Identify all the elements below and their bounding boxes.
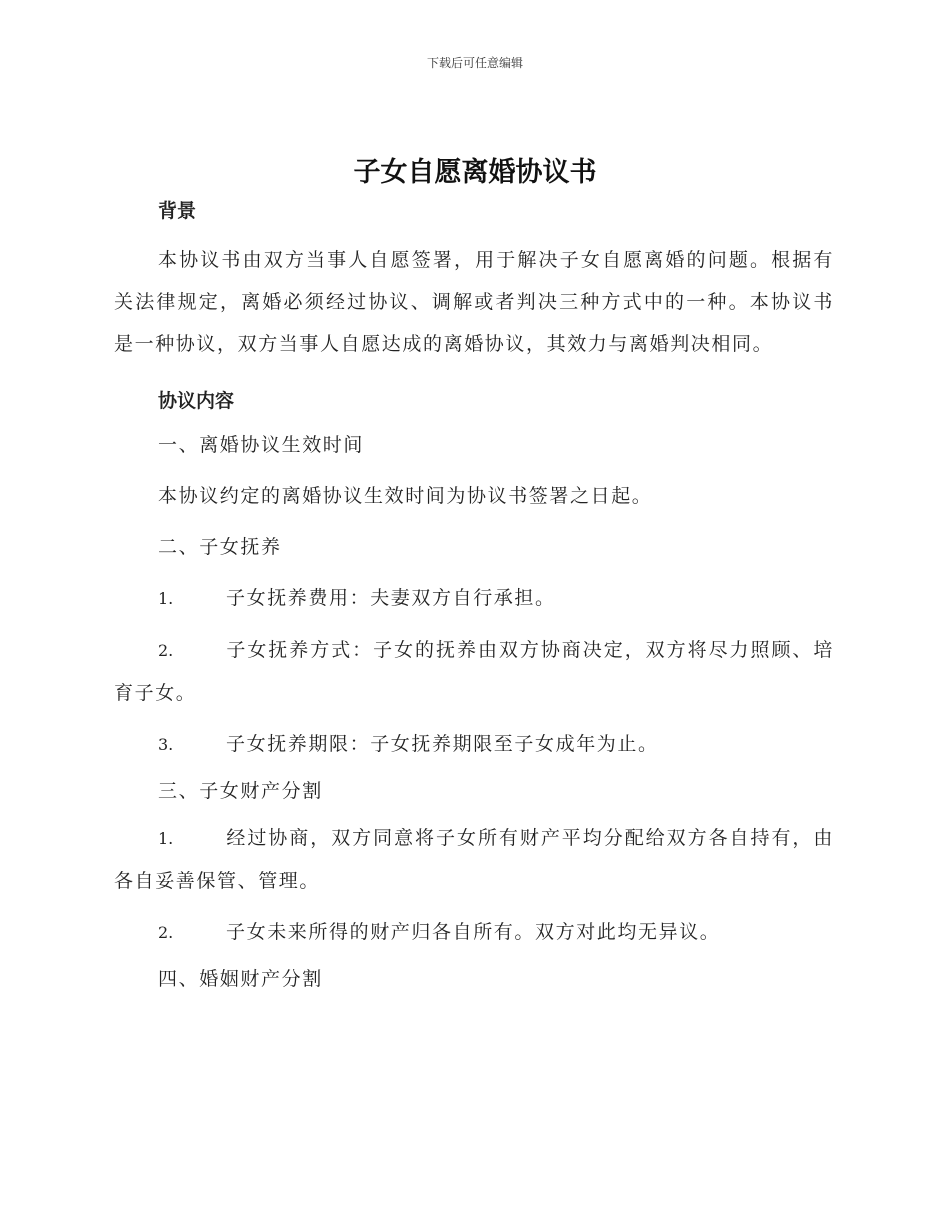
list-item [114, 577, 834, 620]
list-item-number: 1. [158, 589, 174, 608]
list-item-number: 2. [158, 641, 174, 660]
document-body [114, 192, 834, 1005]
header-note: 下载后可任意编辑 [426, 56, 523, 70]
list-item-number: 2. [158, 923, 174, 942]
background-heading: 背景 [158, 200, 197, 222]
content-heading: 协议内容 [158, 390, 235, 412]
list-item [114, 723, 834, 766]
document-title: 子女自愿离婚协议书 [353, 157, 597, 188]
list-item [114, 911, 834, 954]
list-item-text: 子女未来所得的财产归各自所有。双方对此均无异议。 [226, 921, 721, 943]
list-item-text: 子女抚养期限：子女抚养期限至子女成年为止。 [226, 733, 659, 755]
list-item-number: 3. [158, 735, 174, 754]
section-3-title: 三、子女财产分割 [158, 780, 323, 802]
list-item-text: 子女抚养方式：子女的抚养由双方协商决定，双方将尽力照顾、培育子女。 [114, 639, 834, 704]
list-item [114, 629, 834, 714]
background-paragraph: 本协议书由双方当事人自愿签署，用于解决子女自愿离婚的问题。根据有关法律规定，离婚必须经过协议、调解或者判决三种方式中的一种。本协议书是一种协议，双方当事人自愿达成的离婚协议，其效力与离婚判决相同。 [114, 249, 834, 355]
list-item-number: 1. [158, 829, 174, 848]
list-item [114, 817, 834, 902]
section-1-text: 本协议约定的离婚协议生效时间为协议书签署之日起。 [158, 485, 653, 507]
section-2-title: 二、子女抚养 [158, 536, 282, 558]
list-item-text: 子女抚养费用：夫妻双方自行承担。 [226, 587, 556, 609]
section-1-title: 一、离婚协议生效时间 [158, 434, 365, 456]
section-4-title: 四、婚姻财产分割 [158, 968, 323, 990]
list-item-text: 经过协商，双方同意将子女所有财产平均分配给双方各自持有，由各自妥善保管、管理。 [114, 827, 834, 892]
